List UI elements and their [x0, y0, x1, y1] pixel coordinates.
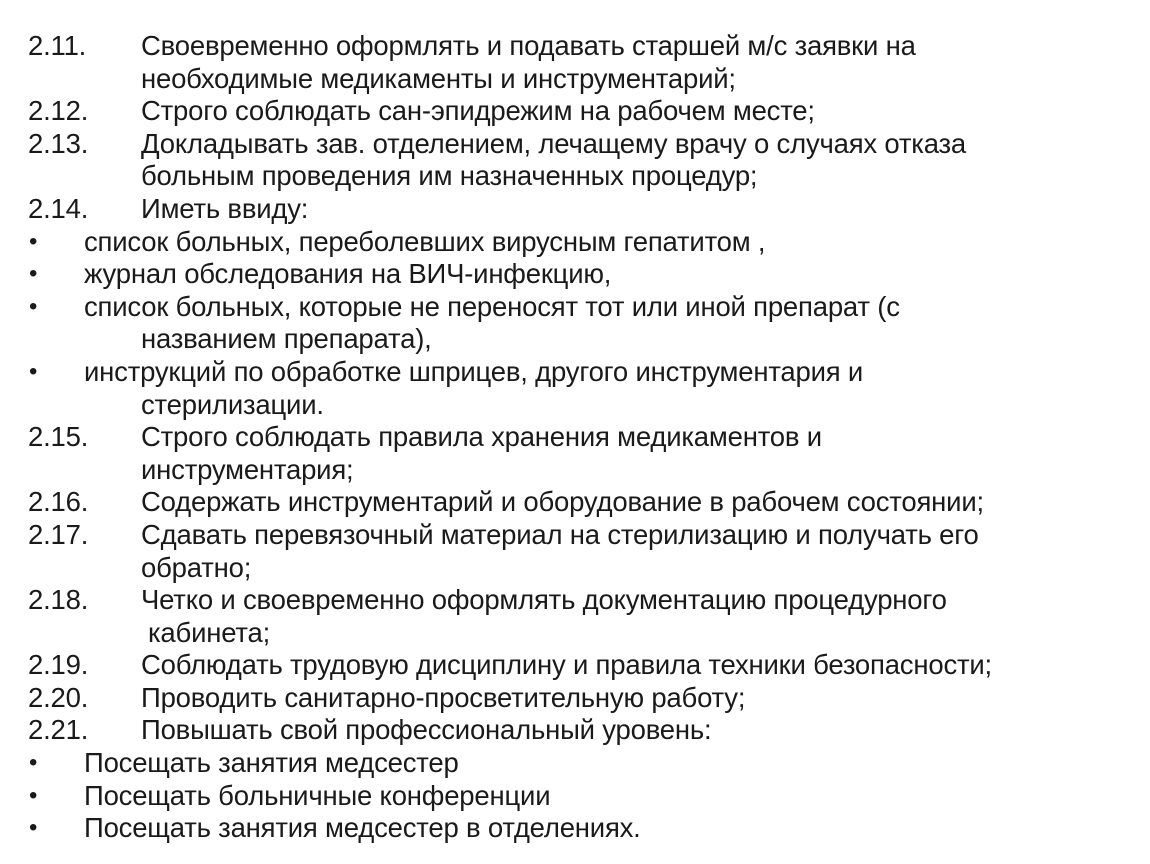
item-2-20: [0, 682, 1150, 715]
bullet-text: Посещать больничные конференции: [84, 779, 551, 811]
item-number: 2.15.: [28, 421, 89, 453]
bullet-item: [0, 747, 1150, 780]
bullet-text: журнал обследования на ВИЧ-инфекцию,: [84, 258, 612, 290]
item-2-13: [0, 128, 1150, 161]
bullet-item: [0, 226, 1150, 259]
item-2-15: [0, 421, 1150, 454]
bullet-icon: •: [29, 814, 38, 842]
bullet-text: инструкций по обработке шприцев, другого инструментария и: [84, 355, 864, 387]
item-2-18-cont: [0, 617, 1150, 650]
bullet-item-cont: [0, 389, 1150, 422]
bullet-item: [0, 291, 1150, 324]
item-text: Иметь ввиду:: [141, 192, 309, 224]
item-number: 2.17.: [28, 518, 89, 550]
bullet-item: [0, 258, 1150, 291]
item-2-21: [0, 714, 1150, 747]
bullet-icon: •: [29, 292, 38, 320]
item-text-continuation: необходимые медикаменты и инструментарий;: [141, 62, 736, 94]
item-text: Сдавать перевязочный материал на стерилизацию и получать его: [141, 518, 979, 550]
bullet-icon: •: [29, 227, 38, 255]
bullet-text-continuation: стерилизации.: [141, 388, 324, 420]
item-text: Строго соблюдать сан-эпидрежим на рабочем месте;: [141, 95, 815, 127]
item-text-continuation: инструментария;: [141, 453, 354, 485]
document-body: [0, 30, 1150, 845]
item-2-11-cont: [0, 63, 1150, 96]
bullet-text: Посещать занятия медсестер в отделениях.: [84, 812, 641, 844]
item-2-17-cont: [0, 552, 1150, 585]
item-number: 2.11.: [28, 30, 87, 61]
item-number: 2.16.: [28, 486, 89, 518]
item-2-19: [0, 649, 1150, 682]
bullet-icon: •: [29, 781, 38, 809]
bullet-item-cont: [0, 323, 1150, 356]
bullet-icon: •: [29, 749, 38, 777]
bullet-icon: •: [29, 260, 38, 288]
item-text: Содержать инструментарий и оборудование в рабочем состоянии;: [141, 486, 984, 518]
item-number: 2.13.: [28, 127, 89, 159]
item-2-17: [0, 519, 1150, 552]
bullet-text-continuation: названием препарата),: [141, 323, 432, 355]
item-text-continuation: обратно;: [141, 551, 252, 583]
bullet-text: список больных, переболевших вирусным гепатитом ,: [84, 225, 766, 257]
item-number: 2.19.: [28, 649, 89, 681]
item-2-15-cont: [0, 454, 1150, 487]
item-text: Соблюдать трудовую дисциплину и правила техники безопасности;: [141, 649, 992, 681]
item-2-12: [0, 95, 1150, 128]
bullet-text: список больных, которые не переносят тот или иной препарат (с: [84, 290, 900, 322]
item-2-16: [0, 486, 1150, 519]
bullet-item: [0, 356, 1150, 389]
item-number: 2.21.: [28, 714, 89, 746]
item-2-18: [0, 584, 1150, 617]
bullet-item: [0, 812, 1150, 845]
item-2-14: [0, 193, 1150, 226]
bullet-text: Посещать занятия медсестер: [84, 747, 459, 779]
item-2-11: [0, 30, 1150, 63]
item-number: 2.20.: [28, 681, 89, 713]
bullet-item: [0, 780, 1150, 813]
item-2-13-cont: [0, 160, 1150, 193]
bullet-icon: •: [29, 357, 38, 385]
item-text: Докладывать зав. отделением, лечащему врачу о случаях отказа: [141, 127, 967, 159]
item-number: 2.12.: [28, 95, 89, 127]
item-text-continuation: кабинета;: [148, 616, 271, 648]
item-text: Повышать свой профессиональный уровень:: [141, 714, 712, 746]
item-number: 2.14.: [28, 192, 89, 224]
item-text: Строго соблюдать правила хранения медикаментов и: [141, 421, 822, 453]
item-text-continuation: больным проведения им назначенных процедур;: [141, 160, 758, 192]
item-text: Своевременно оформлять и подавать старшей м/с заявки на: [141, 30, 916, 61]
item-number: 2.18.: [28, 584, 89, 616]
item-text: Четко и своевременно оформлять документацию процедурного: [141, 584, 947, 616]
item-text: Проводить санитарно-просветительную работу;: [141, 681, 746, 713]
